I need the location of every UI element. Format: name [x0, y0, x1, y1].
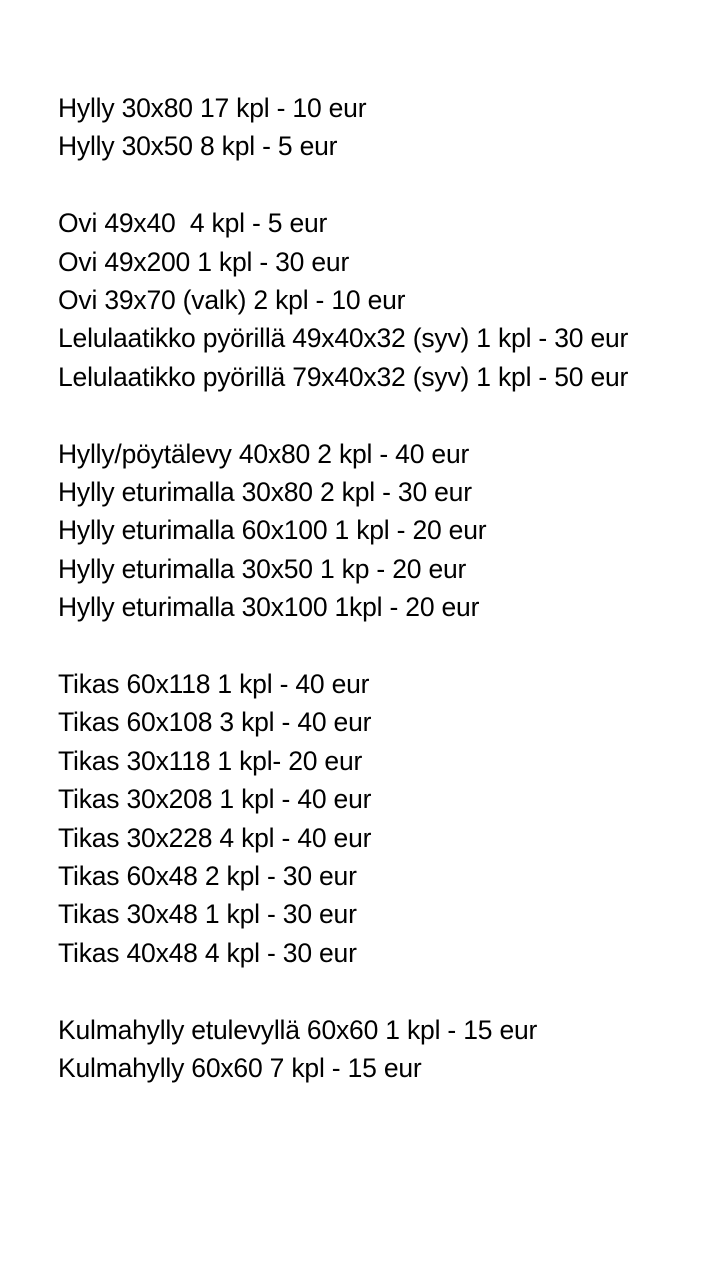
list-item: Hylly/pöytälevy 40x80 2 kpl - 40 eur: [58, 438, 470, 469]
list-item: Lelulaatikko pyörillä 49x40x32 (syv) 1 kpl - 30 eur: [58, 323, 629, 354]
list-item: Tikas 30x48 1 kpl - 30 eur: [58, 899, 357, 930]
group-hylly: [58, 89, 658, 166]
group-tikas: [58, 665, 658, 972]
list-item: Tikas 30x228 4 kpl - 40 eur: [58, 822, 372, 853]
list-item: Tikas 30x208 1 kpl - 40 eur: [58, 784, 372, 815]
price-list-document: [58, 89, 658, 1088]
list-item: Tikas 60x118 1 kpl - 40 eur: [58, 669, 370, 700]
group-hylly-eturimalla: [58, 435, 658, 627]
list-item: Hylly 30x80 17 kpl - 10 eur: [58, 93, 367, 123]
list-item: Hylly eturimalla 60x100 1 kpl - 20 eur: [58, 515, 487, 546]
list-item: Hylly eturimalla 30x80 2 kpl - 30 eur: [58, 477, 472, 508]
list-item: Hylly eturimalla 30x100 1kpl - 20 eur: [58, 592, 480, 623]
list-item: Tikas 60x48 2 kpl - 30 eur: [58, 861, 357, 892]
list-item: Hylly eturimalla 30x50 1 kp - 20 eur: [58, 553, 467, 584]
list-item: Ovi 39x70 (valk) 2 kpl - 10 eur: [58, 285, 406, 316]
list-item: Tikas 60x108 3 kpl - 40 eur: [58, 707, 372, 738]
list-item: Ovi 49x40 4 kpl - 5 eur: [58, 208, 328, 239]
list-item: Hylly 30x50 8 kpl - 5 eur: [58, 131, 338, 162]
list-item: Tikas 30x118 1 kpl- 20 eur: [58, 745, 363, 776]
list-item: Tikas 40x48 4 kpl - 30 eur: [58, 937, 357, 968]
list-item: Ovi 49x200 1 kpl - 30 eur: [58, 246, 350, 277]
group-kulmahylly: [58, 1011, 658, 1088]
list-item: Kulmahylly 60x60 7 kpl - 15 eur: [58, 1053, 422, 1084]
group-ovi-lelulaatikko: [58, 204, 658, 396]
list-item: Kulmahylly etulevyllä 60x60 1 kpl - 15 eur: [58, 1014, 538, 1045]
list-item: Lelulaatikko pyörillä 79x40x32 (syv) 1 kpl - 50 eur: [58, 361, 629, 392]
